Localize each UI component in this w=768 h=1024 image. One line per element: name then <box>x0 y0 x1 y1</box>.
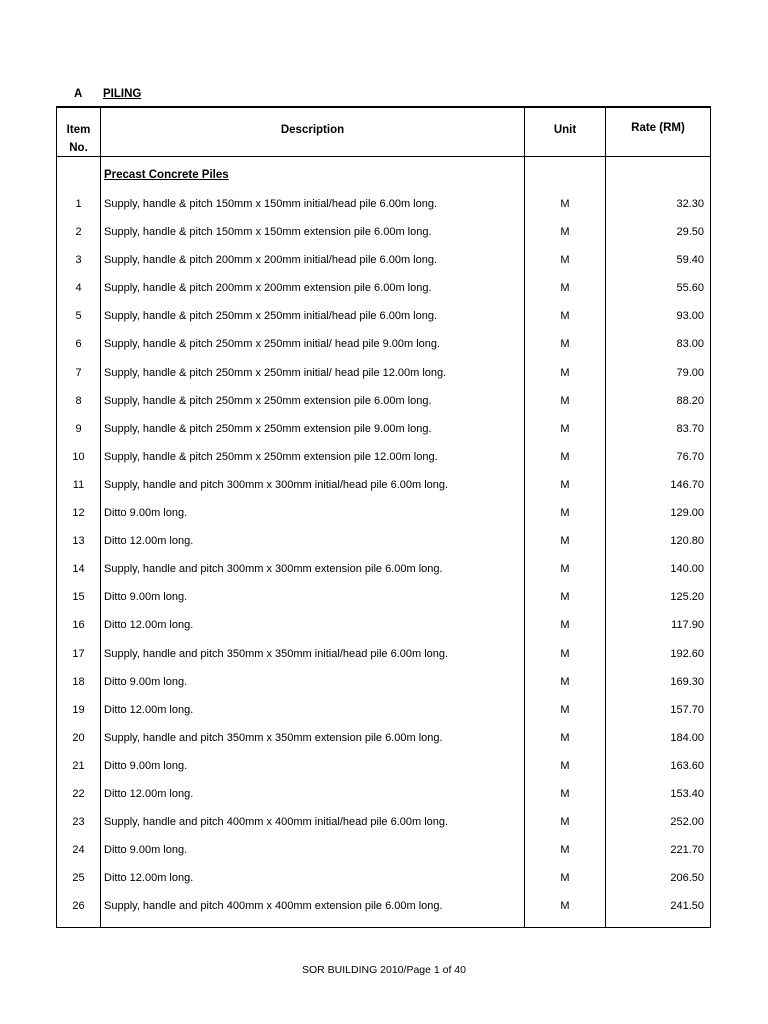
item-description: Ditto 9.00m long. <box>104 844 188 857</box>
item-rate: 241.50 <box>670 900 704 913</box>
item-number: 1 <box>75 198 82 210</box>
item-unit: M <box>560 422 570 435</box>
item-number: 11 <box>72 478 85 491</box>
item-rate: 169.30 <box>670 675 704 688</box>
item-description: Supply, handle & pitch 250mm x 250mm initial/head pile 6.00m long. <box>104 310 438 323</box>
item-unit: M <box>560 787 570 800</box>
item-number: 25 <box>72 872 85 885</box>
table-row <box>57 864 710 892</box>
item-unit: M <box>560 507 570 520</box>
item-description: Supply, handle and pitch 300mm x 300mm extension pile 6.00m long. <box>104 563 443 576</box>
item-unit: M <box>560 366 570 379</box>
table-body <box>57 190 710 920</box>
item-rate: 221.70 <box>670 844 704 857</box>
item-rate: 140.00 <box>670 563 704 576</box>
item-description: Ditto 9.00m long. <box>104 507 188 520</box>
table-row <box>57 780 710 808</box>
item-number: 16 <box>72 619 85 632</box>
item-unit: M <box>560 759 570 772</box>
item-number: 20 <box>72 731 85 744</box>
table-row <box>57 443 710 471</box>
table-row <box>57 668 710 696</box>
item-number: 19 <box>72 703 85 716</box>
table-row <box>57 555 710 583</box>
item-number: 24 <box>72 844 85 857</box>
section-title: PILING <box>103 88 142 100</box>
table-row <box>57 808 710 836</box>
item-number: 2 <box>75 226 82 239</box>
table-row <box>57 246 710 274</box>
table-row <box>57 696 710 724</box>
item-rate: 55.60 <box>676 282 704 295</box>
table-row <box>57 415 710 443</box>
item-description: Supply, handle and pitch 350mm x 350mm initial/head pile 6.00m long. <box>104 647 449 660</box>
item-description: Ditto 12.00m long. <box>104 703 194 716</box>
item-unit: M <box>560 816 570 829</box>
item-description: Supply, handle & pitch 250mm x 250mm initial/ head pile 12.00m long. <box>104 366 447 379</box>
item-description: Supply, handle and pitch 300mm x 300mm initial/head pile 6.00m long. <box>104 478 449 491</box>
item-unit: M <box>560 254 570 267</box>
item-description: Supply, handle & pitch 250mm x 250mm extension pile 6.00m long. <box>104 394 432 407</box>
item-rate: 129.00 <box>670 507 704 520</box>
item-description: Ditto 12.00m long. <box>104 535 194 548</box>
item-unit: M <box>560 478 570 491</box>
item-number: 12 <box>72 507 85 520</box>
table-row <box>57 836 710 864</box>
item-description: Supply, handle & pitch 150mm x 150mm extension pile 6.00m long. <box>104 226 432 239</box>
table-row <box>57 724 710 752</box>
item-description: Supply, handle and pitch 400mm x 400mm extension pile 6.00m long. <box>104 900 443 913</box>
item-unit: M <box>560 591 570 604</box>
header-unit: Unit <box>553 124 577 136</box>
item-description: Supply, handle & pitch 250mm x 250mm extension pile 12.00m long. <box>104 450 438 463</box>
table-row <box>57 611 710 639</box>
item-unit: M <box>560 619 570 632</box>
item-description: Supply, handle & pitch 200mm x 200mm initial/head pile 6.00m long. <box>104 254 438 267</box>
rates-table <box>56 106 711 928</box>
table-row <box>57 359 710 387</box>
item-number: 15 <box>72 591 85 604</box>
item-description: Ditto 9.00m long. <box>104 675 188 688</box>
item-number: 7 <box>75 366 82 379</box>
item-number: 18 <box>72 675 85 688</box>
item-rate: 153.40 <box>670 787 704 800</box>
header-no-label: No. <box>69 142 88 154</box>
item-unit: M <box>560 900 570 913</box>
item-description: Ditto 9.00m long. <box>104 759 188 772</box>
table-row <box>57 387 710 415</box>
table-row <box>57 752 710 780</box>
item-number: 10 <box>72 450 85 463</box>
item-rate: 32.30 <box>676 198 704 210</box>
item-rate: 146.70 <box>670 478 704 491</box>
table-row <box>57 892 710 920</box>
item-rate: 192.60 <box>670 647 704 660</box>
item-number: 6 <box>75 338 82 351</box>
section-letter: A <box>74 88 83 100</box>
item-unit: M <box>560 844 570 857</box>
item-rate: 117.90 <box>671 619 704 632</box>
table-row <box>57 274 710 302</box>
item-unit: M <box>560 226 570 239</box>
item-number: 23 <box>72 816 85 829</box>
item-description: Ditto 12.00m long. <box>104 787 194 800</box>
item-description: Ditto 12.00m long. <box>104 619 194 632</box>
item-rate: 163.60 <box>670 759 704 772</box>
item-rate: 125.20 <box>670 591 704 604</box>
item-rate: 252.00 <box>670 816 704 829</box>
item-unit: M <box>560 675 570 688</box>
item-rate: 120.80 <box>670 535 704 548</box>
item-description: Supply, handle & pitch 250mm x 250mm extension pile 9.00m long. <box>104 422 432 435</box>
table-row <box>57 330 710 358</box>
item-rate: 88.20 <box>676 394 704 407</box>
item-unit: M <box>560 563 570 576</box>
item-description: Supply, handle and pitch 350mm x 350mm extension pile 6.00m long. <box>104 731 443 744</box>
item-unit: M <box>560 282 570 295</box>
table-row <box>57 218 710 246</box>
item-rate: 93.00 <box>676 310 704 323</box>
item-description: Supply, handle & pitch 250mm x 250mm initial/ head pile 9.00m long. <box>104 338 441 351</box>
item-number: 4 <box>75 282 82 295</box>
header-rate: Rate (RM) <box>631 122 685 134</box>
item-rate: 59.40 <box>676 254 704 267</box>
header-item-label: Item <box>66 124 91 136</box>
item-number: 13 <box>72 535 85 548</box>
item-rate: 184.00 <box>670 731 704 744</box>
item-rate: 206.50 <box>670 872 704 885</box>
item-number: 21 <box>72 759 85 772</box>
page-footer: SOR BUILDING 2010/Page 1 of 40 <box>301 964 466 976</box>
item-unit: M <box>560 535 570 548</box>
header-item-no <box>57 121 100 157</box>
item-rate: 157.70 <box>670 703 704 716</box>
item-unit: M <box>560 731 570 744</box>
section-heading <box>0 88 768 104</box>
item-description: Ditto 12.00m long. <box>104 872 194 885</box>
item-number: 9 <box>75 422 82 435</box>
item-rate: 76.70 <box>676 450 704 463</box>
item-number: 22 <box>72 787 85 800</box>
item-rate: 29.50 <box>676 226 704 239</box>
item-unit: M <box>560 647 570 660</box>
item-description: Supply, handle & pitch 200mm x 200mm extension pile 6.00m long. <box>104 282 432 295</box>
table-row <box>57 471 710 499</box>
table-row <box>57 640 710 668</box>
item-description: Supply, handle and pitch 400mm x 400mm initial/head pile 6.00m long. <box>104 816 449 829</box>
item-number: 8 <box>75 394 82 407</box>
item-number: 26 <box>72 900 85 913</box>
group-title: Precast Concrete Piles <box>104 169 229 181</box>
table-row <box>57 583 710 611</box>
item-unit: M <box>560 338 570 351</box>
item-unit: M <box>560 198 570 210</box>
item-rate: 83.70 <box>676 422 704 435</box>
item-unit: M <box>560 450 570 463</box>
item-unit: M <box>560 310 570 323</box>
item-rate: 83.00 <box>676 338 704 351</box>
item-unit: M <box>560 394 570 407</box>
table-row <box>57 527 710 555</box>
table-row <box>57 302 710 330</box>
header-description: Description <box>280 124 345 136</box>
item-number: 3 <box>75 254 82 267</box>
item-description: Ditto 9.00m long. <box>104 591 188 604</box>
item-unit: M <box>560 703 570 716</box>
item-rate: 79.00 <box>676 366 704 379</box>
item-unit: M <box>560 872 570 885</box>
table-header <box>57 108 710 157</box>
item-number: 14 <box>72 563 85 576</box>
item-number: 5 <box>75 310 82 323</box>
table-row <box>57 190 710 218</box>
item-description: Supply, handle & pitch 150mm x 150mm initial/head pile 6.00m long. <box>104 198 438 210</box>
table-row <box>57 499 710 527</box>
item-number: 17 <box>72 647 85 660</box>
